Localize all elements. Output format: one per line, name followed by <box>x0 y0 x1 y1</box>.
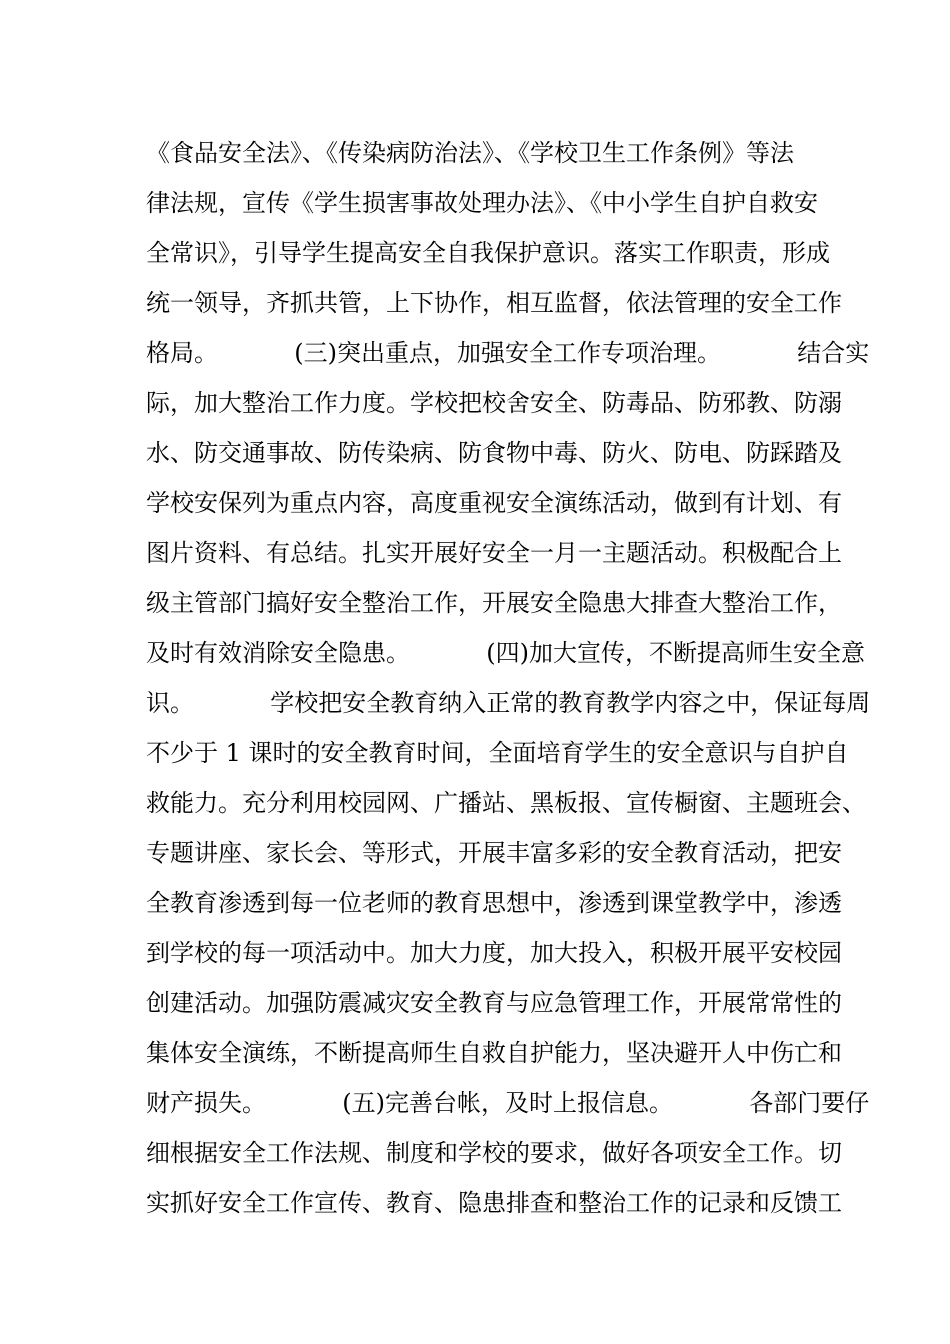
text-line: 格局。 (三)突出重点，加强安全工作专项治理。 结合实 <box>146 339 870 367</box>
text-line: 全教育渗透到每一位老师的教育思想中，渗透到课堂教学中，渗透 <box>146 889 842 917</box>
text-line: 及时有效消除安全隐患。 (四)加大宣传，不断提高师生安全意 <box>146 639 866 667</box>
text-line: 救能力。充分利用校园网、广播站、黑板报、宣传橱窗、主题班会、 <box>146 789 866 817</box>
text-line: 实抓好安全工作宣传、教育、隐患排查和整治工作的记录和反馈工 <box>146 1189 842 1217</box>
text-line: 创建活动。加强防震减灾安全教育与应急管理工作，开展常常性的 <box>146 989 842 1017</box>
text-line: 律法规，宣传《学生损害事故处理办法》、《中小学生自护自救安 <box>146 189 818 217</box>
text-line: 全常识》，引导学生提高安全自我保护意识。落实工作职责，形成 <box>146 239 830 267</box>
text-line: 《食品安全法》、《传染病防治法》、《学校卫生工作条例》等法 <box>146 139 794 167</box>
text-line: 图片资料、有总结。扎实开展好安全一月一主题活动。积极配合上 <box>146 539 842 567</box>
text-line: 集体安全演练，不断提高师生自救自护能力，坚决避开人中伤亡和 <box>146 1039 842 1067</box>
text-line: 财产损失。 (五)完善台帐，及时上报信息。 各部门要仔 <box>146 1089 870 1117</box>
text-line: 识。 学校把安全教育纳入正常的教育教学内容之中，保证每周 <box>146 689 871 717</box>
text-line: 水、防交通事故、防传染病、防食物中毒、防火、防电、防踩踏及 <box>146 439 842 467</box>
text-line: 际，加大整治工作力度。学校把校舍安全、防毒品、防邪教、防溺 <box>146 389 842 417</box>
text-line: 统一领导，齐抓共管，上下协作，相互监督，依法管理的安全工作 <box>146 289 842 317</box>
text-line: 细根据安全工作法规、制度和学校的要求，做好各项安全工作。切 <box>146 1139 842 1167</box>
text-line: 不少于 1 课时的安全教育时间，全面培育学生的安全意识与自护自 <box>146 739 849 767</box>
text-line: 专题讲座、家长会、等形式，开展丰富多彩的安全教育活动，把安 <box>146 839 842 867</box>
text-line: 学校安保列为重点内容，高度重视安全演练活动，做到有计划、有 <box>146 489 842 517</box>
text-line: 级主管部门搞好安全整治工作，开展安全隐患大排查大整治工作， <box>146 589 842 617</box>
text-line: 到学校的每一项活动中。加大力度，加大投入，积极开展平安校园 <box>146 939 842 967</box>
